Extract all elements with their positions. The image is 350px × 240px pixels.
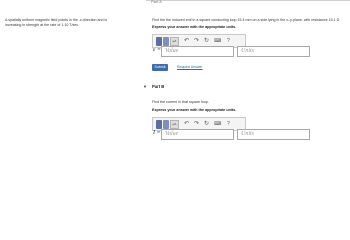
undo-icon[interactable]: ↶: [184, 38, 190, 44]
template-exponent-button[interactable]: [163, 37, 169, 46]
template-units-button[interactable]: μA: [170, 37, 179, 46]
part-a-variable-label: ε =: [153, 47, 161, 53]
keyboard-icon[interactable]: ⌨: [214, 121, 222, 127]
part-a-value-input[interactable]: Value: [161, 46, 234, 57]
help-icon[interactable]: ?: [227, 121, 230, 127]
undo-icon[interactable]: ↶: [184, 121, 190, 127]
part-b-title[interactable]: Part B: [152, 84, 165, 89]
part-b-variable-label: I =: [153, 130, 161, 136]
redo-icon[interactable]: ↷: [194, 38, 200, 44]
template-units-button[interactable]: μA: [170, 120, 179, 129]
part-a-express-instruction: Express your answer with the appropriate units.: [152, 25, 237, 29]
previous-part-header: [146, 0, 350, 3]
part-a-answer-row: [152, 46, 316, 58]
part-b-prompt: Find the current in that square loop.: [152, 100, 209, 104]
keyboard-icon[interactable]: ⌨: [214, 38, 222, 44]
template-fraction-button[interactable]: [156, 120, 162, 129]
reset-icon[interactable]: ↻: [204, 121, 210, 127]
part-a-units-input[interactable]: Units: [237, 46, 310, 57]
reset-icon[interactable]: ↻: [204, 38, 210, 44]
template-exponent-button[interactable]: [163, 120, 169, 129]
help-icon[interactable]: ?: [227, 38, 230, 44]
part-b-answer-row: [152, 129, 316, 141]
previous-part-label: Part A: [151, 0, 162, 4]
part-b-express-instruction: Express your answer with the appropriate units.: [152, 108, 237, 112]
part-b-units-input[interactable]: Units: [237, 129, 310, 140]
redo-icon[interactable]: ↷: [194, 121, 200, 127]
part-a-prompt: Find the the induced emf in a square conducting loop 15.4 mm on a side lying in the x–y-plane, with resistance 15.1 Ω: [152, 18, 340, 22]
submit-button[interactable]: Submit: [152, 64, 168, 71]
template-fraction-button[interactable]: [156, 37, 162, 46]
part-b-toggle-icon[interactable]: ▼: [143, 84, 147, 89]
problem-statement: A spatially uniform magnetic field points in the -z-direction and is increasing in strength at the rate of 1.10 T/sec.: [5, 18, 108, 27]
part-b-value-input[interactable]: Value: [161, 129, 234, 140]
request-answer-link[interactable]: Request Answer: [177, 65, 203, 69]
